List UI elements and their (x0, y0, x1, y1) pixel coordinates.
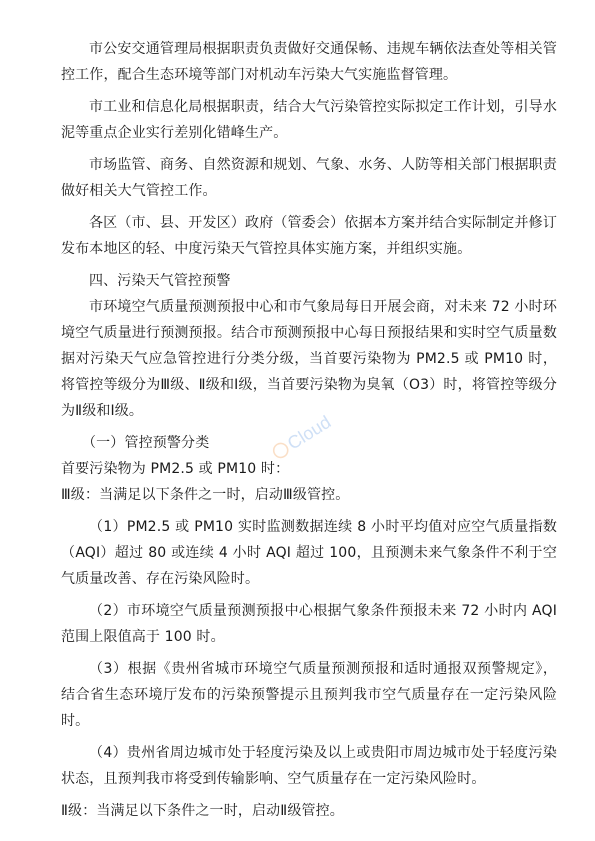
document-body (61, 36, 557, 824)
watermark-text: Cloud (283, 411, 335, 454)
condition-item-1: （1）PM2.5 或 PM10 实时监测数据连续 8 小时平均值对应空气质量指数（AQI）超过 80 或连续 4 小时 AQI 超过 100，且预测未来气象条件不利于空气质量改善、存在污染风险时。 (61, 519, 557, 587)
paragraph-primary-pollutant: 首要污染物为 PM2.5 或 PM10 时： (61, 461, 290, 477)
condition-item-2: （2）市环境空气质量预测预报中心根据气象条件预报未来 72 小时内 AQI 范围上限值高于 100 时。 (61, 603, 557, 645)
paragraph-level-iii-intro: Ⅲ级：当满足以下条件之一时，启动Ⅲ级管控。 (61, 487, 350, 503)
section-heading-warning: 四、污染天气管控预警 (89, 273, 231, 289)
condition-item-3: （3）根据《贵州省城市环境空气质量预测预报和适时通报双预警规定》，结合省生态环境厅发布的污染预警提示且预判我市空气质量存在一定污染风险时。 (61, 661, 557, 729)
paragraph-related-departments: 市场监管、商务、自然资源和规划、气象、水务、人防等相关部门根据职责做好相关大气管控工作。 (61, 157, 557, 199)
condition-item-4: （4）贵州省周边城市处于轻度污染及以上或贵阳市周边城市处于轻度污染状态，且预判我市将受到传输影响、空气质量存在一定污染风险时。 (61, 745, 557, 787)
subheading-warning-classification: （一）管控预警分类 (82, 435, 210, 451)
paragraph-traffic-police: 市公安交通管理局根据职责负责做好交通保畅、违规车辆依法查处等相关管控工作，配合生态环境等部门对机动车污染大气实施监督管理。 (61, 41, 557, 83)
paragraph-industry-bureau: 市工业和信息化局根据职责，结合大气污染管控实际拟定工作计划，引导水泥等重点企业实行差别化错峰生产。 (61, 99, 557, 141)
paragraph-level-ii-intro: Ⅱ级：当满足以下条件之一时，启动Ⅱ级管控。 (61, 803, 344, 819)
paragraph-district-governments: 各区（市、县、开发区）政府（管委会）依据本方案并结合实际制定并修订发布本地区的轻、中度污染天气管控具体实施方案，并组织实施。 (61, 215, 557, 257)
paragraph-forecast-consultation: 市环境空气质量预测预报中心和市气象局每日开展会商，对未来 72 小时环境空气质量进行预测预报。结合市预测预报中心每日预报结果和实时空气质量数据对污染天气应急管控进行分类分级，当首要污染物为 PM2.5 或 PM10 时，将管控等级分为Ⅲ级、Ⅱ级和Ⅰ级，当首要污染物为臭氧（O3）时，将管控等级分为Ⅱ级和Ⅰ级。 (61, 299, 557, 419)
